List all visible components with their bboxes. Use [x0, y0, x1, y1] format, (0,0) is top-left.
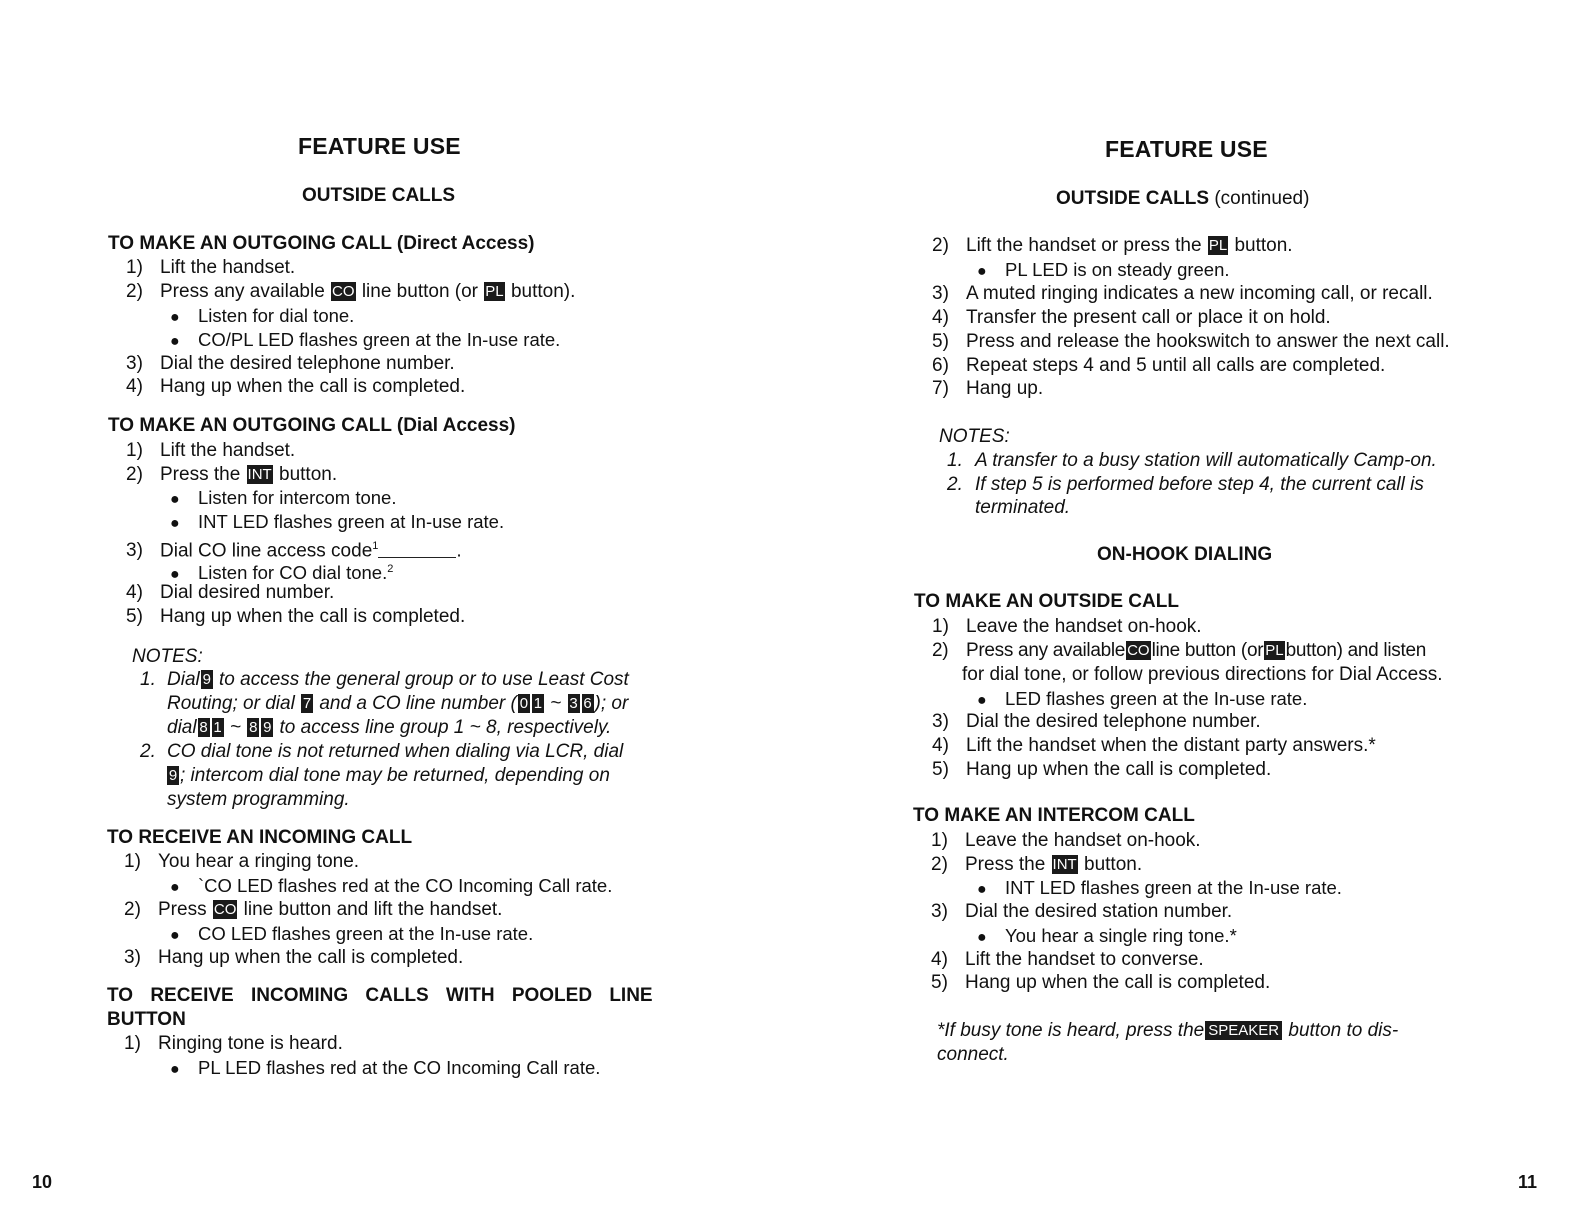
note-2-line-2: 9 ; intercom dial tone may be returned, depending on — [168, 765, 610, 786]
step: 4) Hang up when the call is completed. — [126, 376, 466, 397]
bullet-icon: ● — [170, 333, 180, 350]
bullet-icon: ● — [170, 566, 180, 584]
step: 1) Leave the handset on-hook. — [931, 830, 1201, 851]
key-6-icon: 6 — [583, 695, 592, 712]
note-2-line-2: terminated. — [975, 497, 1071, 518]
bullet: ● CO LED flashes green at the In-use rate. — [170, 922, 533, 948]
step: 2) Press any available CO line button (or PL button). — [126, 281, 576, 302]
key-9-icon: 9 — [168, 767, 178, 784]
fill-in-blank — [378, 542, 456, 558]
step: 4) Dial desired number. — [126, 582, 335, 603]
section-subtitle: OUTSIDE CALLS — [302, 185, 456, 206]
page-title: FEATURE USE — [298, 133, 461, 159]
bullet: ● Listen for dial tone. — [170, 304, 354, 330]
heading-outside-call: TO MAKE AN OUTSIDE CALL — [914, 591, 1179, 612]
bullet: ● PL LED is on steady green. — [977, 258, 1230, 284]
note-1-line-3: dial 8 1 ~ 8 9 to access line group 1 ~ 8, respectively. — [167, 717, 612, 738]
bullet-icon: ● — [977, 881, 987, 898]
co-key-icon: CO — [1127, 642, 1150, 659]
note-2-line-1: 2. If step 5 is performed before step 4, the current call is — [947, 474, 1424, 495]
bullet-icon: ● — [170, 1061, 180, 1078]
step: 3) Hang up when the call is completed. — [124, 947, 464, 968]
key-1-icon: 1 — [213, 719, 222, 736]
step: 5) Press and release the hookswitch to answer the next call. — [932, 331, 1450, 352]
notes-label: NOTES: — [939, 426, 1010, 447]
bullet-icon: ● — [977, 692, 987, 709]
step: 1) Lift the handset. — [126, 440, 296, 461]
footnote-line-2: connect. — [937, 1044, 1009, 1065]
step: 5) Hang up when the call is completed. — [932, 759, 1272, 780]
key-7-icon: 7 — [302, 695, 312, 712]
bullet-icon: ● — [170, 515, 180, 532]
bullet-icon: ● — [170, 491, 180, 508]
bullet: ● INT LED flashes green at the In-use rate. — [977, 876, 1342, 902]
note-2-line-1: 2. CO dial tone is not returned when dialing via LCR, dial — [140, 741, 624, 762]
left-page — [0, 0, 790, 1216]
page-title: FEATURE USE — [1105, 136, 1268, 162]
bullet-icon: ● — [977, 929, 987, 946]
bullet: ● LED flashes green at the In-use rate. — [977, 687, 1307, 713]
step: 3) Dial CO line access code$^1$ . — [126, 540, 462, 562]
step: 1) Ringing tone is heard. — [124, 1033, 343, 1054]
heading-dial-access: TO MAKE AN OUTGOING CALL (Dial Access) — [108, 415, 516, 436]
bullet: ● You hear a single ring tone.* — [977, 924, 1237, 950]
bullet: ● `CO LED flashes red at the CO Incoming Call rate. — [170, 874, 612, 900]
note-2-line-3: system programming. — [167, 789, 350, 810]
step-continuation: for dial tone, or follow previous directions for Dial Access. — [962, 664, 1443, 685]
bullet-icon: ● — [170, 879, 180, 896]
pl-key-icon: PL — [1208, 237, 1228, 254]
step: 1) Lift the handset. — [126, 257, 296, 278]
note-1: 1. A transfer to a busy station will automatically Camp-on. — [947, 450, 1437, 471]
step: 4) Lift the handset when the distant party answers.* — [932, 735, 1376, 756]
int-key-icon: INT — [247, 466, 272, 483]
page-number: 10 — [32, 1172, 53, 1192]
step: 7) Hang up. — [932, 378, 1044, 399]
bullet: ● Listen for intercom tone. — [170, 486, 396, 512]
key-1-icon: 1 — [533, 695, 543, 712]
pl-key-icon: PL — [1265, 642, 1284, 659]
step: 2) Press the INT button. — [931, 854, 1143, 875]
step: 4) Lift the handset to converse. — [931, 949, 1204, 970]
co-key-icon: CO — [213, 901, 237, 918]
step: 5) Hang up when the call is completed. — [126, 606, 466, 627]
section-subtitle-on-hook: ON-HOOK DIALING — [1097, 544, 1273, 565]
note-1-line-1: 1. Dial 9 to access the general group or to use Least Cost — [140, 669, 629, 690]
key-9-icon: 9 — [263, 719, 272, 736]
step: 3) Dial the desired telephone number. — [126, 353, 455, 374]
step: 6) Repeat steps 4 and 5 until all calls are completed. — [932, 355, 1386, 376]
step: 3) Dial the desired telephone number. — [932, 711, 1261, 732]
step: 2) Press any available CO line button (or PL button) and listen — [932, 640, 1426, 661]
heading-pooled-line: TO RECEIVE INCOMING CALLS WITH POOLED LINE BUTTON — [107, 985, 653, 1030]
step: 3) A muted ringing indicates a new incoming call, or recall. — [932, 283, 1433, 304]
co-key-icon: CO — [332, 283, 355, 300]
int-key-icon: INT — [1052, 856, 1077, 873]
bullet-icon: ● — [977, 263, 987, 280]
pl-key-icon: PL — [485, 283, 504, 300]
step: 1) Leave the handset on-hook. — [932, 616, 1202, 637]
footnote-line-1: *If busy tone is heard, press the SPEAKER button to dis- — [937, 1020, 1399, 1041]
key-0-icon: 0 — [519, 695, 529, 712]
key-8-icon: 8 — [199, 719, 208, 736]
step: 2) Lift the handset or press the PL button. — [932, 235, 1293, 256]
section-subtitle: OUTSIDE CALLS (continued) — [1056, 188, 1310, 209]
note-1-line-2: Routing; or dial 7 and a CO line number ( 0 1 ~ 3 6 ); or — [167, 693, 629, 714]
bullet: ● CO/PL LED flashes green at the In-use rate. — [170, 328, 560, 354]
step: 2) Press the INT button. — [126, 464, 338, 485]
notes-label: NOTES: — [132, 646, 203, 667]
bullet-icon: ● — [170, 309, 180, 326]
heading-direct-access: TO MAKE AN OUTGOING CALL (Direct Access) — [108, 233, 535, 254]
key-9-icon: 9 — [202, 671, 211, 688]
bullet: ● INT LED flashes green at In-use rate. — [170, 510, 504, 536]
page-number: 11 — [1518, 1172, 1538, 1192]
step: 5) Hang up when the call is completed. — [931, 972, 1271, 993]
key-8-icon: 8 — [249, 719, 258, 736]
key-3-icon: 3 — [569, 695, 578, 712]
step: 3) Dial the desired station number. — [931, 901, 1233, 922]
step: 2) Press CO line button and lift the handset. — [124, 899, 503, 920]
step: 1) You hear a ringing tone. — [124, 851, 360, 872]
heading-intercom-call: TO MAKE AN INTERCOM CALL — [913, 805, 1195, 826]
bullet: ● Listen for CO dial tone.$^2$ — [170, 557, 393, 587]
heading-receive-call: TO RECEIVE AN INCOMING CALL — [107, 827, 413, 848]
bullet: ● PL LED flashes red at the CO Incoming Call rate. — [170, 1056, 600, 1082]
step: 4) Transfer the present call or place it on hold. — [932, 307, 1331, 328]
bullet-icon: ● — [170, 927, 180, 944]
right-page — [792, 0, 1583, 1216]
speaker-key-icon: SPEAKER — [1205, 1021, 1282, 1040]
